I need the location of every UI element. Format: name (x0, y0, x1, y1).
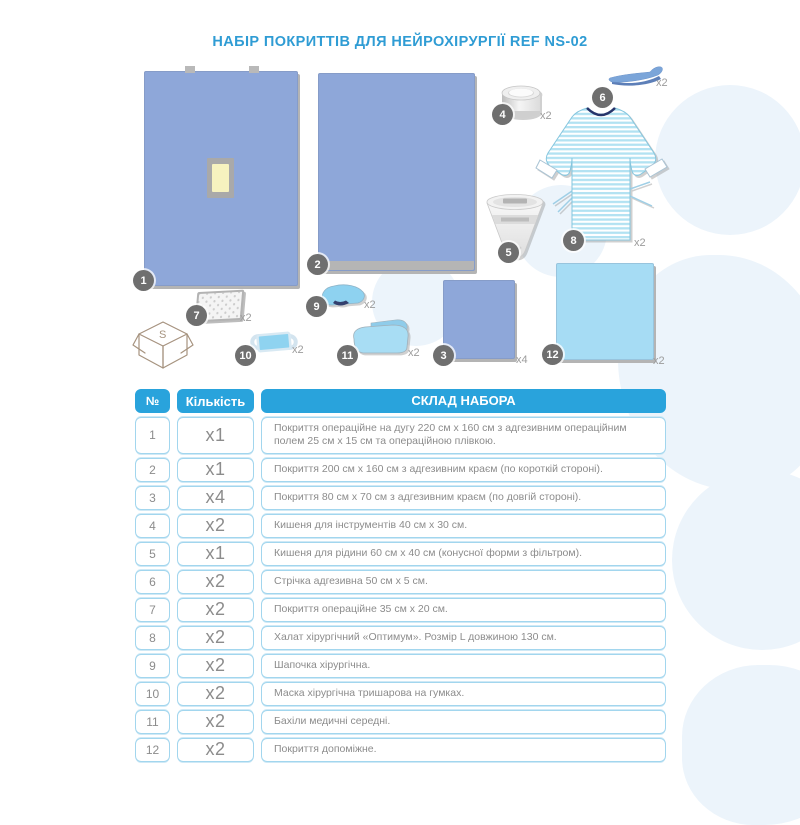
page-title-ref: REF NS-02 (509, 34, 588, 50)
row-quantity: х2 (177, 598, 254, 622)
row-number: 2 (135, 458, 170, 482)
row-description: Покриття допоміжне. (261, 738, 666, 762)
qty-label-7: x2 (240, 312, 252, 324)
small-drape-illustration (443, 280, 515, 359)
row-number: 7 (135, 598, 170, 622)
auxiliary-cover-illustration (556, 263, 654, 360)
page-title-text: НАБІР ПОКРИТТІВ ДЛЯ НЕЙРОХІРУРГІЇ (212, 34, 506, 50)
table-row (135, 542, 666, 566)
qty-label-8: x2 (634, 237, 646, 249)
row-description: Покриття операційне 35 см х 20 см. (261, 598, 666, 622)
qty-label-11: x2 (408, 347, 420, 359)
table-row (135, 417, 666, 453)
item-badge-9: 9 (306, 296, 327, 317)
row-quantity: х1 (177, 542, 254, 566)
qty-label-10: x2 (292, 344, 304, 356)
item-badge-11: 11 (337, 345, 358, 366)
header-composition: СКЛАД НАБОРА (261, 389, 666, 413)
table-row (135, 570, 666, 594)
box-size-label: S (159, 329, 167, 341)
table-row (135, 710, 666, 734)
drape-tab (185, 66, 195, 73)
surgical-mask-icon (250, 327, 298, 357)
row-number: 8 (135, 626, 170, 650)
row-description: Маска хірургічна тришарова на гумках. (261, 682, 666, 706)
table-row (135, 738, 666, 762)
adhesive-strip (319, 261, 474, 270)
item-badge-7: 7 (186, 305, 207, 326)
row-number: 12 (135, 738, 170, 762)
item-badge-6: 6 (592, 87, 613, 108)
composition-table (135, 389, 666, 762)
row-quantity: х2 (177, 570, 254, 594)
qty-label-12: x2 (653, 355, 665, 367)
surgical-gown-icon (535, 103, 675, 248)
qty-label-3: x4 (516, 354, 528, 366)
row-quantity: х2 (177, 654, 254, 678)
item-badge-8: 8 (563, 230, 584, 251)
page-title (0, 34, 800, 50)
incise-film (212, 164, 229, 192)
row-number: 6 (135, 570, 170, 594)
item-badge-4: 4 (492, 104, 513, 125)
table-row (135, 514, 666, 538)
header-number: № (135, 389, 170, 413)
table-row (135, 486, 666, 510)
item-badge-5: 5 (498, 242, 519, 263)
row-quantity: х1 (177, 458, 254, 482)
row-quantity: х4 (177, 486, 254, 510)
row-number: 11 (135, 710, 170, 734)
table-row (135, 682, 666, 706)
row-quantity: х2 (177, 514, 254, 538)
incise-window (207, 158, 234, 198)
table-row (135, 458, 666, 482)
row-number: 1 (135, 417, 170, 453)
row-description: Шапочка хірургічна. (261, 654, 666, 678)
drape-tab (249, 66, 259, 73)
row-description: Бахіли медичні середні. (261, 710, 666, 734)
row-number: 4 (135, 514, 170, 538)
row-quantity: х2 (177, 682, 254, 706)
row-number: 10 (135, 682, 170, 706)
qty-label-4: x2 (540, 110, 552, 122)
row-description: Кишеня для інструментів 40 см х 30 см. (261, 514, 666, 538)
row-quantity: х2 (177, 626, 254, 650)
row-description: Покриття операційне на дугу 220 см х 160 см з адгезивним операційним полем 25 см х 15 см та операційною плівкою. (261, 417, 666, 453)
packaging-box-icon (131, 315, 195, 377)
table-row (135, 626, 666, 650)
row-description: Халат хірургічний «Оптимум». Розмір L довжиною 130 см. (261, 626, 666, 650)
row-description: Покриття 80 см х 70 см з адгезивним краєм (по довгій стороні). (261, 486, 666, 510)
row-number: 9 (135, 654, 170, 678)
qty-label-6: x2 (656, 77, 668, 89)
table-header-row (135, 389, 666, 413)
table-row (135, 654, 666, 678)
row-quantity: х1 (177, 417, 254, 453)
item-badge-2: 2 (307, 254, 328, 275)
row-quantity: х2 (177, 738, 254, 762)
row-number: 5 (135, 542, 170, 566)
item-badge-1: 1 (133, 270, 154, 291)
row-description: Стрічка адгезивна 50 см х 5 см. (261, 570, 666, 594)
drape-with-incise-window-illustration (144, 71, 298, 286)
shoe-covers-icon (349, 317, 413, 357)
item-badge-12: 12 (542, 344, 563, 365)
qty-label-9: x2 (364, 299, 376, 311)
row-number: 3 (135, 486, 170, 510)
item-badge-3: 3 (433, 345, 454, 366)
row-quantity: х2 (177, 710, 254, 734)
row-description: Кишеня для рідини 60 см х 40 см (конусної форми з фільтром). (261, 542, 666, 566)
table-row (135, 598, 666, 622)
drape-adhesive-edge-illustration (318, 73, 475, 271)
row-description: Покриття 200 см х 160 см з адгезивним краєм (по короткій стороні). (261, 458, 666, 482)
item-badge-10: 10 (235, 345, 256, 366)
header-quantity: Кількість (177, 389, 254, 413)
